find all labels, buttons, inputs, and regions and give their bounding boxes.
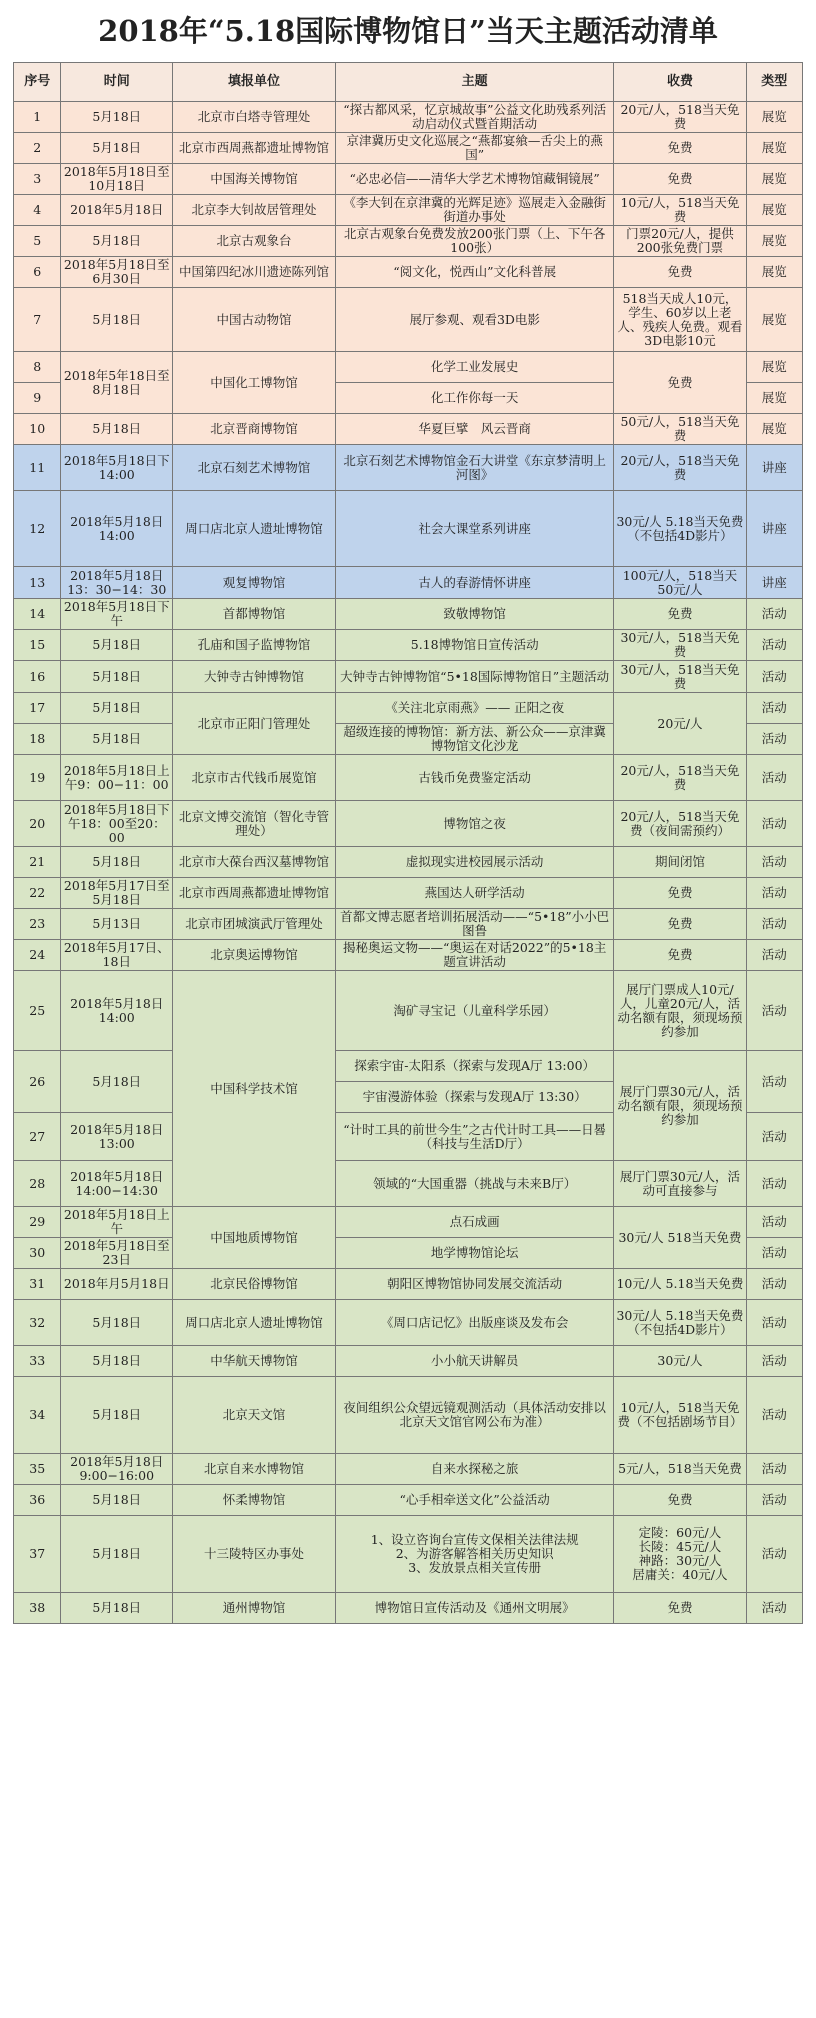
row-fee: 518当天成人10元，学生、60岁以上老人、残疾人免费。观看3D电影10元 bbox=[614, 288, 746, 352]
row-fee: 展厅门票成人10元/人，儿童20元/人，活动名额有限，须现场预约参加 bbox=[614, 971, 746, 1051]
row-type: 活动 bbox=[746, 971, 802, 1051]
row-time: 5月18日 bbox=[61, 1300, 173, 1346]
row-theme: 首都文博志愿者培训拓展活动——“5•18”小小巴图鲁 bbox=[335, 909, 613, 940]
table-row bbox=[14, 1516, 803, 1593]
row-theme: “计时工具的前世今生”之古代计时工具——日晷（科技与生活D厅） bbox=[335, 1113, 613, 1161]
row-unit: 北京市正阳门管理处 bbox=[173, 693, 336, 755]
row-type: 活动 bbox=[746, 661, 802, 693]
row-fee bbox=[614, 1516, 746, 1593]
row-theme: 地学博物馆论坛 bbox=[335, 1238, 613, 1269]
row-no: 11 bbox=[14, 445, 61, 491]
row-theme: 展厅参观、观看3D电影 bbox=[335, 288, 613, 352]
row-theme: 燕国达人研学活动 bbox=[335, 878, 613, 909]
row-unit: 大钟寺古钟博物馆 bbox=[173, 661, 336, 693]
row-time: 5月18日 bbox=[61, 1593, 173, 1624]
table-row bbox=[14, 414, 803, 445]
row-theme: 揭秘奥运文物——“奥运在对话2022”的5•18主题宣讲活动 bbox=[335, 940, 613, 971]
fee-line: 居庸关：40元/人 bbox=[632, 1567, 728, 1582]
table-row bbox=[14, 491, 803, 567]
row-time: 2018年5月18日上午9：00−11：00 bbox=[61, 755, 173, 801]
table-row bbox=[14, 1377, 803, 1454]
row-type: 活动 bbox=[746, 1207, 802, 1238]
row-theme: 淘矿寻宝记（儿童科学乐园） bbox=[335, 971, 613, 1051]
row-no: 14 bbox=[14, 599, 61, 630]
row-time: 2018年5月18日上午 bbox=[61, 1207, 173, 1238]
row-unit: 周口店北京人遗址博物馆 bbox=[173, 491, 336, 567]
row-time: 5月18日 bbox=[61, 1377, 173, 1454]
row-fee: 30元/人 5.18当天免费（不包括4D影片） bbox=[614, 491, 746, 567]
row-unit: 北京石刻艺术博物馆 bbox=[173, 445, 336, 491]
row-theme: 古钱币免费鉴定活动 bbox=[335, 755, 613, 801]
row-time: 2018年5月18日13:00 bbox=[61, 1113, 173, 1161]
row-type: 展览 bbox=[746, 195, 802, 226]
row-time: 2018年5月18日至23日 bbox=[61, 1238, 173, 1269]
row-type: 展览 bbox=[746, 133, 802, 164]
row-type: 活动 bbox=[746, 1238, 802, 1269]
row-theme: “阅文化，悦西山”文化科普展 bbox=[335, 257, 613, 288]
row-theme: 博物馆之夜 bbox=[335, 801, 613, 847]
row-no: 37 bbox=[14, 1516, 61, 1593]
table-row bbox=[14, 909, 803, 940]
row-fee: 免费 bbox=[614, 133, 746, 164]
row-unit: 北京市团城演武厅管理处 bbox=[173, 909, 336, 940]
row-no: 5 bbox=[14, 226, 61, 257]
row-no: 3 bbox=[14, 164, 61, 195]
row-time: 5月18日 bbox=[61, 226, 173, 257]
row-unit: 北京天文馆 bbox=[173, 1377, 336, 1454]
fee-line: 神路：30元/人 bbox=[638, 1553, 722, 1568]
row-fee: 展厅门票30元/人，活动名额有限，须现场预约参加 bbox=[614, 1051, 746, 1161]
row-type: 展览 bbox=[746, 352, 802, 383]
row-type: 展览 bbox=[746, 414, 802, 445]
row-theme: 京津冀历史文化巡展之“燕都宴飨—舌尖上的燕国” bbox=[335, 133, 613, 164]
row-type: 讲座 bbox=[746, 567, 802, 599]
row-unit: 中国科学技术馆 bbox=[173, 971, 336, 1207]
row-theme: 大钟寺古钟博物馆“5•18国际博物馆日”主题活动 bbox=[335, 661, 613, 693]
table-row bbox=[14, 1300, 803, 1346]
row-theme: 虚拟现实进校园展示活动 bbox=[335, 847, 613, 878]
row-theme: 朝阳区博物馆协同发展交流活动 bbox=[335, 1269, 613, 1300]
row-no: 6 bbox=[14, 257, 61, 288]
row-type: 活动 bbox=[746, 1300, 802, 1346]
row-time: 5月18日 bbox=[61, 630, 173, 661]
row-no: 29 bbox=[14, 1207, 61, 1238]
table-row bbox=[14, 1269, 803, 1300]
table-row bbox=[14, 226, 803, 257]
row-fee: 10元/人，518当天免费（不包括剧场节目） bbox=[614, 1377, 746, 1454]
row-unit: 首都博物馆 bbox=[173, 599, 336, 630]
row-no: 26 bbox=[14, 1051, 61, 1113]
row-theme: 领域的“大国重器（挑战与未来B厅） bbox=[335, 1161, 613, 1207]
row-no: 15 bbox=[14, 630, 61, 661]
theme-line: 3、发放景点相关宣传册 bbox=[408, 1560, 542, 1575]
row-type: 活动 bbox=[746, 878, 802, 909]
row-type: 活动 bbox=[746, 630, 802, 661]
row-time: 2018年5年18日至8月18日 bbox=[61, 352, 173, 414]
table-row bbox=[14, 133, 803, 164]
row-fee: 20元/人，518当天免费 bbox=[614, 102, 746, 133]
row-type: 活动 bbox=[746, 1516, 802, 1593]
row-fee: 期间闭馆 bbox=[614, 847, 746, 878]
row-no: 34 bbox=[14, 1377, 61, 1454]
table-row bbox=[14, 801, 803, 847]
row-no: 32 bbox=[14, 1300, 61, 1346]
row-theme: 《关注北京雨燕》—— 正阳之夜 bbox=[335, 693, 613, 724]
row-fee: 免费 bbox=[614, 164, 746, 195]
header-fee: 收费 bbox=[614, 63, 746, 102]
table-row bbox=[14, 971, 803, 1051]
row-no: 9 bbox=[14, 383, 61, 414]
header-type: 类型 bbox=[746, 63, 802, 102]
table-row bbox=[14, 1346, 803, 1377]
row-time: 5月18日 bbox=[61, 661, 173, 693]
row-unit: 观复博物馆 bbox=[173, 567, 336, 599]
row-time: 2018年5月18日14:00−14:30 bbox=[61, 1161, 173, 1207]
row-theme bbox=[335, 1516, 613, 1593]
row-no: 7 bbox=[14, 288, 61, 352]
row-type: 展览 bbox=[746, 383, 802, 414]
row-theme: 博物馆日宣传活动及《通州文明展》 bbox=[335, 1593, 613, 1624]
row-unit: 中国古动物馆 bbox=[173, 288, 336, 352]
row-theme: 北京石刻艺术博物馆金石大讲堂《东京梦清明上河图》 bbox=[335, 445, 613, 491]
row-fee: 20元/人，518当天免费 bbox=[614, 445, 746, 491]
row-no: 36 bbox=[14, 1485, 61, 1516]
row-unit: 北京自来水博物馆 bbox=[173, 1454, 336, 1485]
row-unit: 十三陵特区办事处 bbox=[173, 1516, 336, 1593]
row-type: 活动 bbox=[746, 755, 802, 801]
row-no: 28 bbox=[14, 1161, 61, 1207]
table-row bbox=[14, 847, 803, 878]
row-no: 13 bbox=[14, 567, 61, 599]
row-time: 5月18日 bbox=[61, 693, 173, 724]
table-header bbox=[14, 63, 803, 102]
row-time: 2018年5月18日下14:00 bbox=[61, 445, 173, 491]
row-unit: 北京晋商博物馆 bbox=[173, 414, 336, 445]
row-fee: 门票20元/人，提供200张免费门票 bbox=[614, 226, 746, 257]
row-unit: 北京李大钊故居管理处 bbox=[173, 195, 336, 226]
row-fee: 100元/人，518当天50元/人 bbox=[614, 567, 746, 599]
row-type: 活动 bbox=[746, 909, 802, 940]
row-type: 活动 bbox=[746, 1454, 802, 1485]
theme-line: 1、设立咨询台宣传文保相关法律法规 bbox=[370, 1532, 579, 1547]
table-row bbox=[14, 288, 803, 352]
row-fee: 10元/人 5.18当天免费 bbox=[614, 1269, 746, 1300]
table-row bbox=[14, 755, 803, 801]
row-fee: 20元/人，518当天免费（夜间需预约） bbox=[614, 801, 746, 847]
table-row bbox=[14, 445, 803, 491]
row-type: 活动 bbox=[746, 847, 802, 878]
row-theme: 化学工业发展史 bbox=[335, 352, 613, 383]
row-time: 5月18日 bbox=[61, 1346, 173, 1377]
header-theme: 主题 bbox=[335, 63, 613, 102]
header-time: 时间 bbox=[61, 63, 173, 102]
row-theme: 社会大课堂系列讲座 bbox=[335, 491, 613, 567]
row-no: 12 bbox=[14, 491, 61, 567]
row-type: 活动 bbox=[746, 693, 802, 724]
row-time: 2018年5月18日下午 bbox=[61, 599, 173, 630]
row-theme: 《李大钊在京津冀的光辉足迹》巡展走入金融街街道办事处 bbox=[335, 195, 613, 226]
row-no: 31 bbox=[14, 1269, 61, 1300]
row-fee: 10元/人，518当天免费 bbox=[614, 195, 746, 226]
row-no: 19 bbox=[14, 755, 61, 801]
row-fee: 30元/人 bbox=[614, 1346, 746, 1377]
row-fee: 免费 bbox=[614, 352, 746, 414]
row-time: 5月18日 bbox=[61, 1051, 173, 1113]
row-type: 活动 bbox=[746, 940, 802, 971]
row-theme: 5.18博物馆日宣传活动 bbox=[335, 630, 613, 661]
row-fee: 50元/人，518当天免费 bbox=[614, 414, 746, 445]
row-unit: 北京市大葆台西汉墓博物馆 bbox=[173, 847, 336, 878]
table-row bbox=[14, 599, 803, 630]
theme-line: 宇宙漫游体验（探索与发现A厅 13:30） bbox=[362, 1089, 587, 1104]
row-time: 5月18日 bbox=[61, 724, 173, 755]
row-unit: 孔庙和国子监博物馆 bbox=[173, 630, 336, 661]
row-type: 展览 bbox=[746, 226, 802, 257]
row-time: 5月18日 bbox=[61, 102, 173, 133]
row-fee: 20元/人，518当天免费 bbox=[614, 755, 746, 801]
row-no: 8 bbox=[14, 352, 61, 383]
row-time: 2018年5月18日13：30−14：30 bbox=[61, 567, 173, 599]
row-time: 2018年5月18日下午18：00至20：00 bbox=[61, 801, 173, 847]
row-no: 10 bbox=[14, 414, 61, 445]
page-title: 2018年“5.18国际博物馆日”当天主题活动清单 bbox=[98, 14, 718, 48]
row-time: 2018年5月17日、18日 bbox=[61, 940, 173, 971]
fee-line: 定陵：60元/人 bbox=[638, 1525, 722, 1540]
row-theme: 古人的春游情怀讲座 bbox=[335, 567, 613, 599]
row-no: 30 bbox=[14, 1238, 61, 1269]
row-unit: 通州博物馆 bbox=[173, 1593, 336, 1624]
row-type: 讲座 bbox=[746, 491, 802, 567]
row-unit: 北京奥运博物馆 bbox=[173, 940, 336, 971]
row-unit: 北京市古代钱币展览馆 bbox=[173, 755, 336, 801]
row-fee: 免费 bbox=[614, 1593, 746, 1624]
row-type: 活动 bbox=[746, 1485, 802, 1516]
row-time: 2018年5月18日至10月18日 bbox=[61, 164, 173, 195]
row-no: 22 bbox=[14, 878, 61, 909]
table-row bbox=[14, 257, 803, 288]
row-time: 2018年5月18日9:00−16:00 bbox=[61, 1454, 173, 1485]
row-no: 21 bbox=[14, 847, 61, 878]
row-type: 活动 bbox=[746, 1051, 802, 1113]
row-no: 4 bbox=[14, 195, 61, 226]
row-theme: 致敬博物馆 bbox=[335, 599, 613, 630]
table-row bbox=[14, 352, 803, 383]
row-theme: “必忠必信——清华大学艺术博物馆藏铜镜展” bbox=[335, 164, 613, 195]
row-time: 2018年月5月18日 bbox=[61, 1269, 173, 1300]
row-theme: 超级连接的博物馆：新方法、新公众——京津冀博物馆文化沙龙 bbox=[335, 724, 613, 755]
row-theme: 北京古观象台免费发放200张门票（上、下午各100张） bbox=[335, 226, 613, 257]
row-fee: 5元/人，518当天免费 bbox=[614, 1454, 746, 1485]
row-no: 38 bbox=[14, 1593, 61, 1624]
row-theme: 夜间组织公众望远镜观测活动（具体活动安排以北京天文馆官网公布为准） bbox=[335, 1377, 613, 1454]
row-theme: 小小航天讲解员 bbox=[335, 1346, 613, 1377]
activity-table bbox=[13, 62, 803, 1624]
row-fee: 30元/人，518当天免费 bbox=[614, 661, 746, 693]
row-unit: 中国地质博物馆 bbox=[173, 1207, 336, 1269]
row-type: 活动 bbox=[746, 1269, 802, 1300]
row-no: 24 bbox=[14, 940, 61, 971]
row-time: 2018年5月18日14:00 bbox=[61, 491, 173, 567]
row-no: 25 bbox=[14, 971, 61, 1051]
row-type: 讲座 bbox=[746, 445, 802, 491]
row-no: 16 bbox=[14, 661, 61, 693]
row-time: 2018年5月17日至5月18日 bbox=[61, 878, 173, 909]
row-unit: 中华航天博物馆 bbox=[173, 1346, 336, 1377]
row-unit: 北京民俗博物馆 bbox=[173, 1269, 336, 1300]
table-row bbox=[14, 661, 803, 693]
row-type: 活动 bbox=[746, 801, 802, 847]
row-unit: 北京文博交流馆（智化寺管理处） bbox=[173, 801, 336, 847]
row-fee: 30元/人 518当天免费 bbox=[614, 1207, 746, 1269]
table-row bbox=[14, 195, 803, 226]
row-fee: 免费 bbox=[614, 257, 746, 288]
row-theme: 点石成画 bbox=[335, 1207, 613, 1238]
row-type: 活动 bbox=[746, 1593, 802, 1624]
row-time: 5月18日 bbox=[61, 414, 173, 445]
row-fee: 展厅门票30元/人，活动可直接参与 bbox=[614, 1161, 746, 1207]
row-fee: 免费 bbox=[614, 878, 746, 909]
row-no: 35 bbox=[14, 1454, 61, 1485]
row-unit: 北京市白塔寺管理处 bbox=[173, 102, 336, 133]
row-unit: 北京市西周燕都遗址博物馆 bbox=[173, 133, 336, 164]
row-time: 5月18日 bbox=[61, 288, 173, 352]
row-unit: 中国化工博物馆 bbox=[173, 352, 336, 414]
row-fee: 免费 bbox=[614, 1485, 746, 1516]
fee-line: 长陵：45元/人 bbox=[638, 1539, 722, 1554]
row-unit: 周口店北京人遗址博物馆 bbox=[173, 1300, 336, 1346]
table-row bbox=[14, 1161, 803, 1207]
row-theme: 化工作你每一天 bbox=[335, 383, 613, 414]
row-fee: 30元/人 5.18当天免费（不包括4D影片） bbox=[614, 1300, 746, 1346]
row-unit: 中国第四纪冰川遗迹陈列馆 bbox=[173, 257, 336, 288]
row-no: 18 bbox=[14, 724, 61, 755]
row-time: 5月18日 bbox=[61, 133, 173, 164]
row-time: 2018年5月18日 bbox=[61, 195, 173, 226]
theme-line: 2、为游客解答相关历史知识 bbox=[395, 1546, 554, 1561]
row-no: 2 bbox=[14, 133, 61, 164]
row-type: 展览 bbox=[746, 164, 802, 195]
row-theme: 《周口店记忆》出版座谈及发布会 bbox=[335, 1300, 613, 1346]
table-row bbox=[14, 1207, 803, 1238]
row-type: 展览 bbox=[746, 102, 802, 133]
row-type: 展览 bbox=[746, 257, 802, 288]
table-row bbox=[14, 940, 803, 971]
row-time: 5月13日 bbox=[61, 909, 173, 940]
row-theme: 华夏巨擘 风云晋商 bbox=[335, 414, 613, 445]
row-no: 20 bbox=[14, 801, 61, 847]
table-row bbox=[14, 1051, 803, 1113]
row-theme: 自来水探秘之旅 bbox=[335, 1454, 613, 1485]
header-no: 序号 bbox=[14, 63, 61, 102]
row-type: 活动 bbox=[746, 724, 802, 755]
row-time: 2018年5月18日14:00 bbox=[61, 971, 173, 1051]
row-type: 活动 bbox=[746, 1346, 802, 1377]
table-row bbox=[14, 693, 803, 724]
row-no: 1 bbox=[14, 102, 61, 133]
row-no: 17 bbox=[14, 693, 61, 724]
row-type: 展览 bbox=[746, 288, 802, 352]
row-no: 33 bbox=[14, 1346, 61, 1377]
table-row bbox=[14, 1593, 803, 1624]
row-theme: “探古都风采，忆京城故事”公益文化助残系列活动启动仪式暨首期活动 bbox=[335, 102, 613, 133]
theme-line: 探索宇宙-太阳系（探索与发现A厅 13:00） bbox=[336, 1051, 613, 1082]
row-time: 2018年5月18日至6月30日 bbox=[61, 257, 173, 288]
row-fee: 免费 bbox=[614, 940, 746, 971]
table-row bbox=[14, 1485, 803, 1516]
row-unit: 北京古观象台 bbox=[173, 226, 336, 257]
row-time: 5月18日 bbox=[61, 847, 173, 878]
table-row bbox=[14, 1454, 803, 1485]
row-unit: 中国海关博物馆 bbox=[173, 164, 336, 195]
row-theme: “心手相牵送文化”公益活动 bbox=[335, 1485, 613, 1516]
table-row bbox=[14, 102, 803, 133]
row-unit: 怀柔博物馆 bbox=[173, 1485, 336, 1516]
row-time: 5月18日 bbox=[61, 1516, 173, 1593]
row-fee: 20元/人 bbox=[614, 693, 746, 755]
row-time: 5月18日 bbox=[61, 1485, 173, 1516]
row-theme bbox=[335, 1051, 613, 1113]
table-row bbox=[14, 878, 803, 909]
table-row bbox=[14, 567, 803, 599]
table-row bbox=[14, 164, 803, 195]
header-unit: 填报单位 bbox=[173, 63, 336, 102]
row-type: 活动 bbox=[746, 599, 802, 630]
row-no: 27 bbox=[14, 1113, 61, 1161]
row-fee: 免费 bbox=[614, 599, 746, 630]
row-type: 活动 bbox=[746, 1113, 802, 1161]
row-fee: 免费 bbox=[614, 909, 746, 940]
row-unit: 北京市西周燕都遗址博物馆 bbox=[173, 878, 336, 909]
table-row bbox=[14, 630, 803, 661]
row-type: 活动 bbox=[746, 1161, 802, 1207]
row-fee: 30元/人，518当天免费 bbox=[614, 630, 746, 661]
row-type: 活动 bbox=[746, 1377, 802, 1454]
row-no: 23 bbox=[14, 909, 61, 940]
